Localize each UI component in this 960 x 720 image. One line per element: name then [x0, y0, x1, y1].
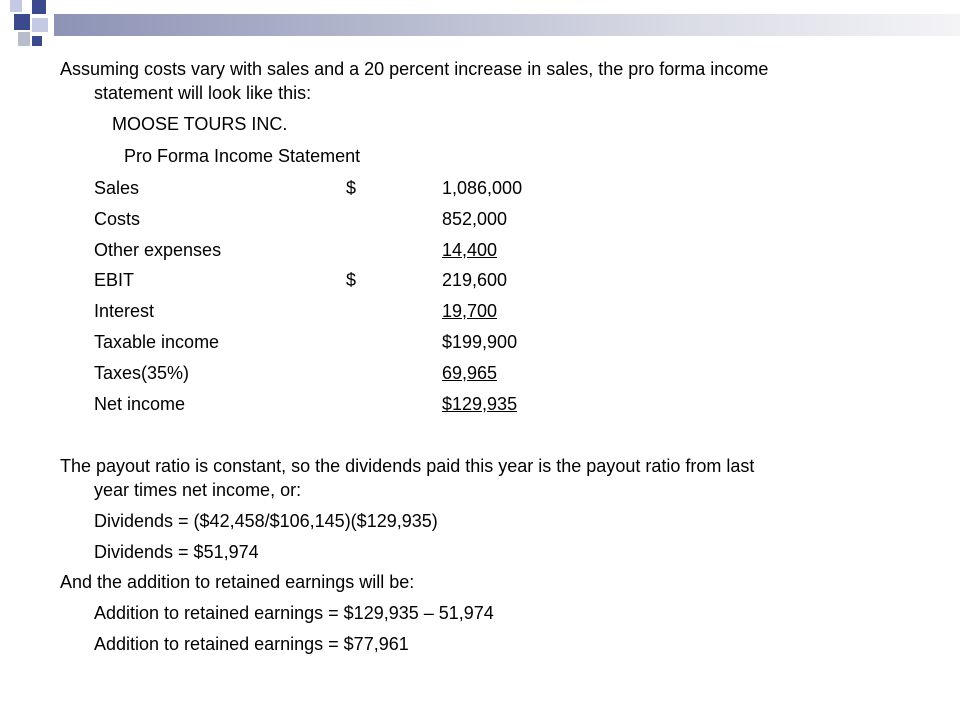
- retained-intro: And the addition to retained earnings will be:: [60, 572, 415, 592]
- row-label: Other expenses: [94, 240, 222, 260]
- header-gradient-bar: [54, 14, 960, 36]
- intro-line-2: statement will look like this:: [94, 83, 312, 103]
- payout-line-2: year times net income, or:: [94, 480, 302, 500]
- row-label: Sales: [94, 178, 140, 198]
- row-label: Taxes(35%): [94, 363, 190, 383]
- decor-square-navy: [32, 36, 42, 46]
- row-value: $129,935: [442, 394, 518, 414]
- row-currency: $: [346, 178, 357, 198]
- row-value: 219,600: [442, 270, 508, 290]
- row-value: 852,000: [442, 209, 508, 229]
- row-value: 1,086,000: [442, 178, 523, 198]
- row-label: Taxable income: [94, 332, 220, 352]
- intro-line-1: Assuming costs vary with sales and a 20 percent increase in sales, the pro forma income: [60, 59, 769, 79]
- payout-line-1: The payout ratio is constant, so the dividends paid this year is the payout ratio from last: [60, 456, 755, 476]
- row-label: Net income: [94, 394, 186, 414]
- dividends-calc: Dividends = ($42,458/$106,145)($129,935): [94, 511, 438, 531]
- decor-square-gray: [18, 32, 30, 46]
- statement-title: Pro Forma Income Statement: [124, 146, 361, 166]
- row-value: 14,400: [442, 240, 498, 260]
- row-value: 69,965: [442, 363, 498, 383]
- decor-square-light: [32, 18, 48, 32]
- row-label: Costs: [94, 209, 141, 229]
- retained-calc: Addition to retained earnings = $129,935 – 51,974: [94, 603, 494, 623]
- row-value: $199,900: [442, 332, 518, 352]
- decor-square-light: [10, 0, 22, 12]
- row-currency: $: [346, 270, 357, 290]
- dividends-result: Dividends = $51,974: [94, 542, 259, 562]
- company-name: MOOSE TOURS INC.: [112, 114, 288, 134]
- decor-square-navy: [14, 14, 30, 30]
- row-label: EBIT: [94, 270, 135, 290]
- retained-result: Addition to retained earnings = $77,961: [94, 634, 409, 654]
- decor-square-navy: [32, 0, 46, 14]
- row-label: Interest: [94, 301, 155, 321]
- row-value: 19,700: [442, 301, 498, 321]
